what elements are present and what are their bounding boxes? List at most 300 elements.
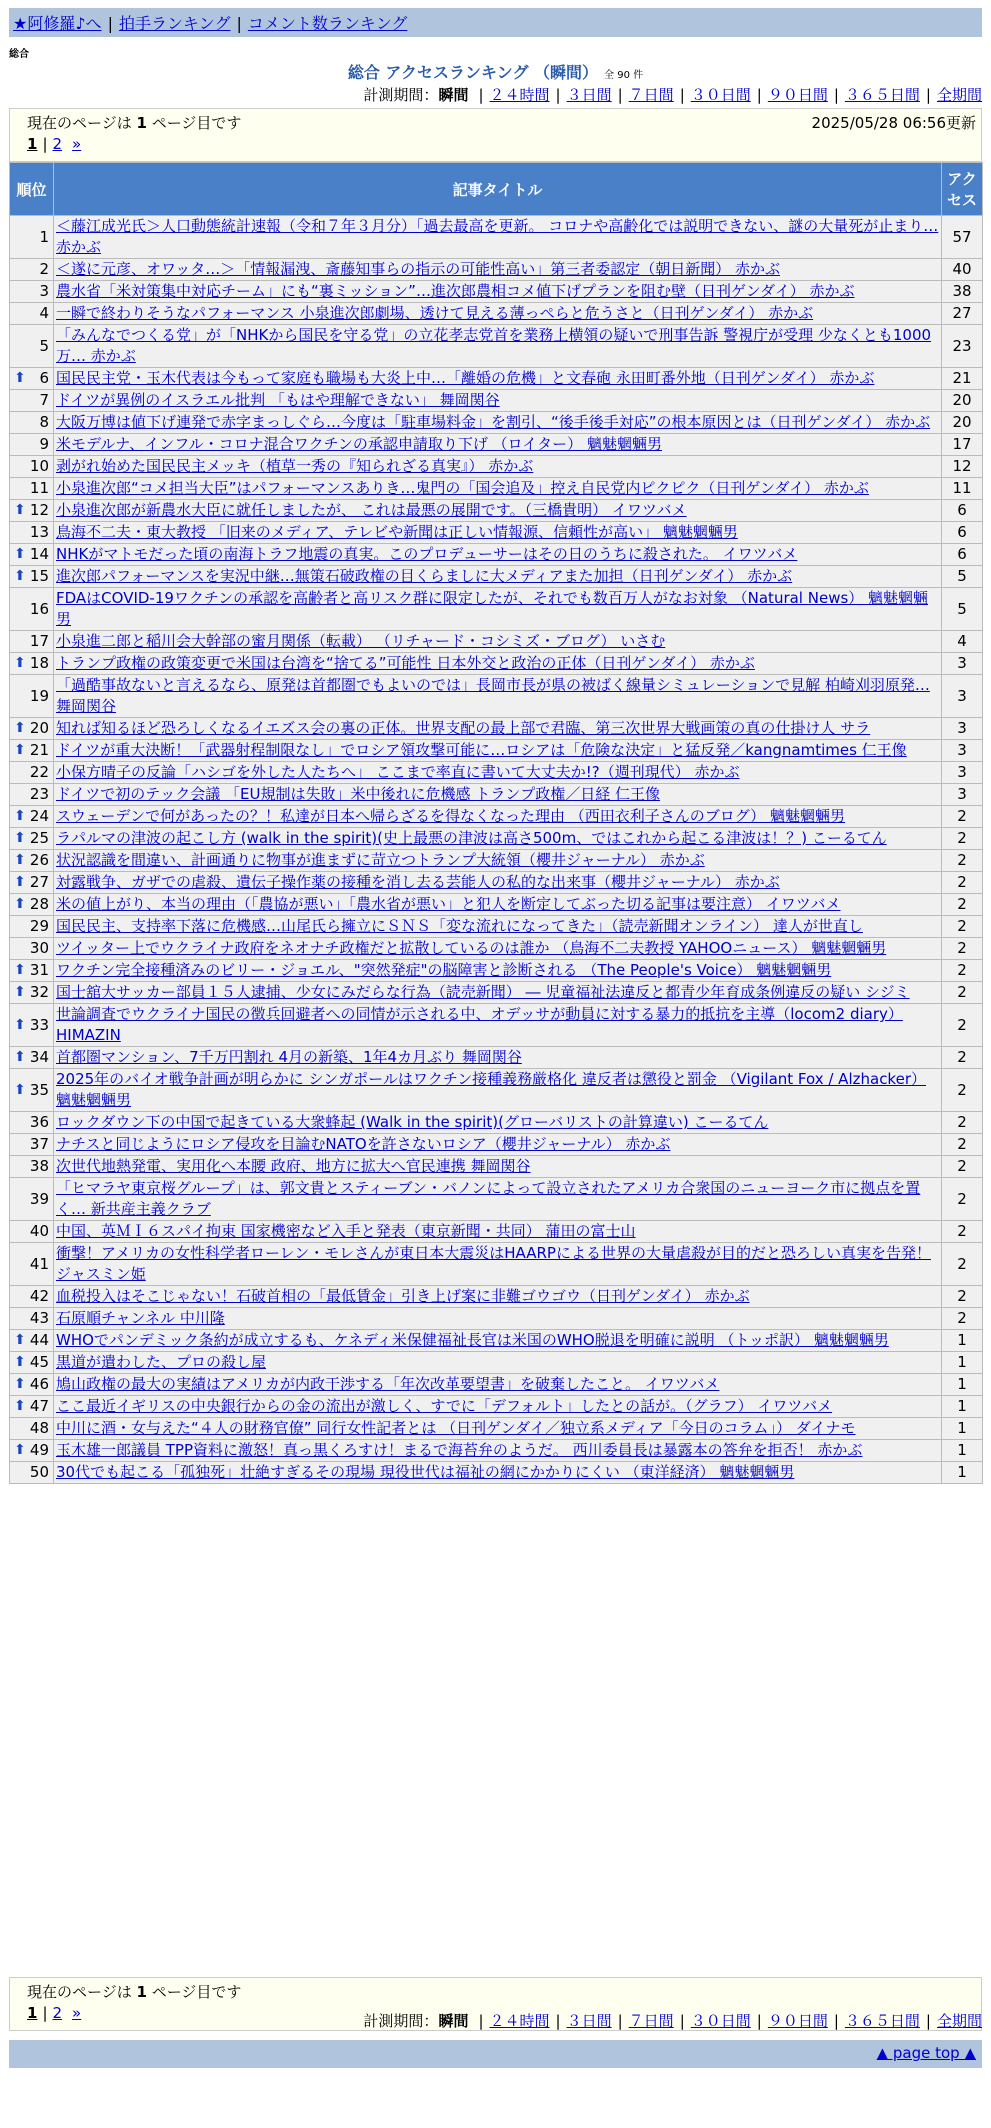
title-cell — [54, 675, 942, 718]
title-cell — [54, 544, 942, 566]
rank-up-arrow-icon: ⬆ — [14, 742, 26, 758]
separator: | — [107, 14, 113, 33]
article-link[interactable]: 首都圏マンション、7千万円割れ 4月の新築、1年4カ月ぶり 舞岡関谷 — [56, 1048, 522, 1066]
access-count: 2 — [942, 828, 983, 850]
access-count: 1 — [942, 1352, 983, 1374]
access-count: 2 — [942, 1134, 983, 1156]
access-count: 6 — [942, 544, 983, 566]
article-link[interactable]: 鳩山政権の最大の実績はアメリカが内政干渉する「年次改革要望書」を破棄したこと。 イワツバメ — [56, 1375, 720, 1393]
footer-bar — [9, 2040, 982, 2068]
rank-number: 44 — [29, 1331, 49, 1349]
access-count: 2 — [942, 1308, 983, 1330]
title-cell — [54, 653, 942, 675]
rank-cell — [10, 1374, 54, 1396]
period-30d-link[interactable]: ３０日間 — [690, 2012, 751, 2030]
access-count: 38 — [942, 281, 983, 303]
title-cell — [54, 566, 942, 588]
table-row — [10, 806, 983, 828]
article-link[interactable]: ＜藤江成光氏＞人口動態統計速報（令和７年３月分）「過去最高を更新。 コロナや高齢化では説明できない、謎の大量死が止まり… 赤かぶ — [56, 217, 939, 256]
rank-number: 28 — [29, 895, 49, 913]
table-row — [10, 675, 983, 718]
table-row — [10, 1069, 983, 1112]
table-row — [10, 281, 983, 303]
rank-cell — [10, 1221, 54, 1243]
article-link[interactable]: 小泉進次郎“コメ担当大臣”はパフォーマンスありき…鬼門の「国会追及」控え自民党内ピクピク（日刊ゲンダイ） 赤かぶ — [56, 479, 869, 497]
rank-cell — [10, 1352, 54, 1374]
rank-number: 36 — [29, 1113, 49, 1131]
title-cell — [54, 718, 942, 740]
period-365d-link[interactable]: ３６５日間 — [844, 86, 920, 104]
rank-cell — [10, 740, 54, 762]
title-cell — [54, 1286, 942, 1308]
rank-cell — [10, 1004, 54, 1047]
rank-cell — [10, 675, 54, 718]
article-link[interactable]: ラパルマの津波の起こし方 (walk in the spirit)(史上最悪の津波は高さ500m、ではこれから起こる津波は！？) こーるてん — [56, 829, 887, 847]
ranking-table — [9, 162, 983, 1484]
rank-up-arrow-icon: ⬆ — [14, 568, 26, 584]
rank-number: 11 — [29, 479, 49, 497]
access-count: 2 — [942, 938, 983, 960]
rank-number: 33 — [29, 1015, 49, 1034]
section-label: 総合 — [9, 49, 29, 60]
rank-up-arrow-icon: ⬆ — [14, 1442, 26, 1458]
top-navigation — [9, 8, 982, 37]
article-link[interactable]: 「みんなでつくる党」が「NHKから国民を守る党」の立花孝志党首を業務上横領の疑いで刑事告訴 警視庁が受理 少なくとも1000万… 赤かぶ — [56, 326, 932, 365]
rank-number: 47 — [29, 1397, 49, 1415]
rank-number: 8 — [39, 413, 49, 431]
table-row — [10, 1462, 983, 1484]
article-link[interactable]: 世論調査でウクライナ国民の徴兵回避者への同情が示される中、オデッサが動員に対する暴力的抵抗を主導（locom2 diary） HIMAZIN — [56, 1005, 903, 1044]
table-row — [10, 325, 983, 368]
rank-number: 27 — [29, 873, 49, 891]
rank-up-arrow-icon: ⬆ — [14, 808, 26, 824]
article-link[interactable]: 米モデルナ、インフル・コロナ混合ワクチンの承認申請取り下げ （ロイター） 魑魅魍魎男 — [56, 435, 662, 453]
rank-number: 34 — [29, 1048, 49, 1066]
rank-number: 10 — [29, 457, 49, 475]
pager-current: 1 — [27, 2004, 38, 2022]
title-cell — [54, 1134, 942, 1156]
rank-cell — [10, 1178, 54, 1221]
rank-cell — [10, 303, 54, 325]
table-row — [10, 1374, 983, 1396]
rank-number: 49 — [29, 1441, 49, 1459]
pager-next[interactable]: » — [72, 135, 82, 153]
article-link[interactable]: 石原順チャンネル 中川隆 — [56, 1309, 225, 1327]
rank-number: 13 — [29, 523, 49, 541]
rank-cell — [10, 1243, 54, 1286]
title-cell — [54, 522, 942, 544]
article-link[interactable]: 知れば知るほど恐ろしくなるイエズス会の裏の正体。世界支配の最上部で君臨、第三次世界大戦画策の真の仕掛け人 サラ — [56, 719, 871, 737]
table-row — [10, 916, 983, 938]
rank-cell — [10, 478, 54, 500]
article-link[interactable]: WHOでパンデミック条約が成立するも、ケネディ米保健福祉長官は米国のWHO脱退を明確に説明 （トッポ訳） 魑魅魍魎男 — [56, 1331, 889, 1349]
access-count: 2 — [942, 872, 983, 894]
rank-number: 39 — [29, 1189, 49, 1208]
pager-page-2[interactable]: 2 — [52, 135, 63, 153]
rank-number: 37 — [29, 1135, 49, 1153]
title-cell — [54, 412, 942, 434]
table-row — [10, 938, 983, 960]
rank-up-arrow-icon: ⬆ — [14, 720, 26, 736]
access-count: 6 — [942, 522, 983, 544]
article-link[interactable]: 国士舘大サッカー部員１５人逮捕、少女にみだらな行為（読売新聞） ― 児童福祉法違反と都青少年育成条例違反の疑い シジミ — [56, 983, 910, 1001]
table-row — [10, 718, 983, 740]
rank-number: 20 — [29, 719, 49, 737]
article-link[interactable]: ドイツが重大決断！「武器射程制限なし」でロシア領攻撃可能に…ロシアは「危険な決定」と猛反発／kangnamtimes 仁王像 — [56, 741, 907, 759]
rank-up-arrow-icon: ⬆ — [14, 502, 26, 518]
home-link[interactable]: ★阿修羅♪へ — [13, 14, 102, 33]
period-all-link[interactable]: 全期間 — [936, 2012, 982, 2030]
period-365d-link[interactable]: ３６５日間 — [844, 2012, 920, 2030]
title-cell — [54, 806, 942, 828]
title-cell — [54, 1112, 942, 1134]
article-link[interactable]: 血税投入はそこじゃない！石破首相の「最低賃金」引き上げ案に非難ゴウゴウ（日刊ゲンダイ） 赤かぶ — [56, 1287, 750, 1305]
current-page-text: 現在のページは 1 ページ目です — [27, 1983, 242, 2001]
pager-next[interactable]: » — [72, 2004, 82, 2022]
rank-up-arrow-icon: ⬆ — [14, 1332, 26, 1348]
article-link[interactable]: ロックダウン下の中国で起きている大衆蜂起 (Walk in the spirit)(グローバリストの計算違い) こーるてん — [56, 1113, 769, 1131]
article-link[interactable]: 中川に酒・女与えた“４人の財務官僚” 同行女性記者とは （日刊ゲンダイ／独立系メディア「今日のコラム」） ダイナモ — [56, 1419, 856, 1437]
article-link[interactable]: 剥がれ始めた国民民主メッキ（植草一秀の『知られざる真実』） 赤かぶ — [56, 457, 534, 475]
access-count: 1 — [942, 1462, 983, 1484]
article-link[interactable]: 進次郎パフォーマンスを実況中継…無策石破政権の目くらましに大メディアまた加担（日刊ゲンダイ） 赤かぶ — [56, 567, 793, 585]
article-link[interactable]: ドイツが異例のイスラエル批判 「もはや理解できない」 舞岡関谷 — [56, 391, 500, 409]
article-link[interactable]: 状況認識を間違い、計画通りに物事が進まずに苛立つトランプ大統領（櫻井ジャーナル） 赤かぶ — [56, 851, 705, 869]
rank-cell — [10, 631, 54, 653]
table-row — [10, 762, 983, 784]
article-link[interactable]: 米の値上がり、本当の理由（「農協が悪い」「農水省が悪い」と犯人を断定してぶった切る記事は要注意） イワツバメ — [56, 895, 841, 913]
title-cell — [54, 325, 942, 368]
title-cell — [54, 1352, 942, 1374]
access-count: 1 — [942, 1396, 983, 1418]
article-link[interactable]: 大阪万博は値下げ連発で赤字まっしぐら…今度は「駐車場料金」を割引、“後手後手対応”の根本原因とは（日刊ゲンダイ） 赤かぶ — [56, 413, 931, 431]
title-cell — [54, 762, 942, 784]
table-row — [10, 894, 983, 916]
title-cell — [54, 368, 942, 390]
table-row — [10, 434, 983, 456]
rank-cell — [10, 1440, 54, 1462]
access-count: 2 — [942, 960, 983, 982]
article-link[interactable]: ドイツで初のテック会議 「EU規制は失敗」米中後れに危機感 トランプ政権／日経 仁王像 — [56, 785, 661, 803]
access-count: 40 — [942, 259, 983, 281]
rank-number: 29 — [29, 917, 49, 935]
rank-cell — [10, 325, 54, 368]
table-header — [10, 163, 983, 216]
title-cell — [54, 1330, 942, 1352]
article-link[interactable]: 小泉進二郎と稲川会大幹部の蜜月関係（転載） （リチャード・コシミズ・ブログ） いさむ — [56, 632, 666, 650]
rank-cell — [10, 894, 54, 916]
rank-up-arrow-icon: ⬆ — [14, 1049, 26, 1065]
pager-current: 1 — [27, 135, 38, 153]
access-count: 57 — [942, 216, 983, 259]
title-cell — [54, 894, 942, 916]
rank-number: 5 — [39, 336, 49, 355]
rank-number: 43 — [29, 1309, 49, 1327]
article-link[interactable]: 2025年のバイオ戦争計画が明らかに シンガポールはワクチン接種義務厳格化 違反者は懲役と罰金 （Vigilant Fox / Alzhacker） 魑魅魍魎男 — [56, 1070, 926, 1109]
period-7d-link[interactable]: ７日間 — [628, 2012, 674, 2030]
table-row — [10, 1004, 983, 1047]
access-count: 12 — [942, 456, 983, 478]
period-24h-link[interactable]: ２４時間 — [489, 86, 550, 104]
article-link[interactable]: トランプ政権の政策変更で米国は台湾を“捨てる”可能性 日本外交と政治の正体（日刊ゲンダイ） 赤かぶ — [56, 654, 755, 672]
article-link[interactable]: 「ヒマラヤ東京桜グループ」は、郭文貴とスティーブン・バノンによって設立されたアメリカ合衆国のニューヨーク市に拠点を置く… 新共産主義クラブ — [56, 1179, 921, 1218]
period-90d-link[interactable]: ９０日間 — [767, 2012, 828, 2030]
rank-number: 15 — [29, 567, 49, 585]
period-current: 瞬間 — [438, 86, 469, 104]
rank-number: 6 — [39, 369, 49, 387]
rank-number: 23 — [29, 785, 49, 803]
article-link[interactable]: 鳥海不二夫・東大教授 「旧来のメディア、テレビや新聞は正しい情報源、信頼性が高い」 魑魅魍魎男 — [56, 523, 738, 541]
table-row — [10, 1112, 983, 1134]
title-cell — [54, 938, 942, 960]
table-row — [10, 522, 983, 544]
period-7d-link[interactable]: ７日間 — [628, 86, 674, 104]
title-cell — [54, 303, 942, 325]
rank-cell — [10, 522, 54, 544]
access-header: アクセス — [942, 163, 983, 216]
page-top-link[interactable]: ▲ page top ▲ — [876, 2044, 976, 2062]
article-link[interactable]: NHKがマトモだった頃の南海トラフ地震の真実。このプロデューサーはその日のうちに殺された。 イワツバメ — [56, 545, 798, 563]
rank-up-arrow-icon: ⬆ — [14, 830, 26, 846]
access-count: 20 — [942, 412, 983, 434]
title-cell — [54, 456, 942, 478]
period-24h-link[interactable]: ２４時間 — [489, 2012, 550, 2030]
title-cell — [54, 872, 942, 894]
rank-cell — [10, 828, 54, 850]
page-info-top — [9, 108, 982, 162]
rank-number: 17 — [29, 632, 49, 650]
rank-cell — [10, 806, 54, 828]
access-count: 3 — [942, 718, 983, 740]
title-cell — [54, 784, 942, 806]
access-count: 2 — [942, 1178, 983, 1221]
article-link[interactable]: 小保方晴子の反論「ハシゴを外した人たちへ」 ここまで率直に書いて大丈夫か!?（週刊現代） 赤かぶ — [56, 763, 740, 781]
article-link[interactable]: 国民民主党・玉木代表は今もって家庭も職場も大炎上中…「離婚の危機」と文春砲 永田町番外地（日刊ゲンダイ） 赤かぶ — [56, 369, 875, 387]
table-row — [10, 872, 983, 894]
rank-cell — [10, 1047, 54, 1069]
table-row — [10, 1396, 983, 1418]
access-count: 2 — [942, 806, 983, 828]
comment-ranking-link[interactable]: コメント数ランキング — [247, 14, 408, 33]
applause-ranking-link[interactable]: 拍手ランキング — [118, 14, 231, 33]
period-all-link[interactable]: 全期間 — [936, 86, 982, 104]
rank-cell — [10, 1418, 54, 1440]
table-row — [10, 1243, 983, 1286]
table-row — [10, 259, 983, 281]
article-link[interactable]: 農水省「米対策集中対応チーム」にも“裏ミッション”…進次郎農相コメ値下げプランを阻む壁（日刊ゲンダイ） 赤かぶ — [56, 282, 855, 300]
title-cell — [54, 1069, 942, 1112]
rank-cell — [10, 216, 54, 259]
current-page-text: 現在のページは 1 ページ目です — [27, 114, 242, 132]
rank-cell — [10, 412, 54, 434]
rank-cell — [10, 718, 54, 740]
rank-cell — [10, 588, 54, 631]
rank-cell — [10, 982, 54, 1004]
title-cell — [54, 500, 942, 522]
table-row — [10, 740, 983, 762]
table-row — [10, 1352, 983, 1374]
rank-number: 31 — [29, 961, 49, 979]
table-row — [10, 544, 983, 566]
rank-cell — [10, 762, 54, 784]
period-30d-link[interactable]: ３０日間 — [690, 86, 751, 104]
access-count: 3 — [942, 675, 983, 718]
updated-timestamp: 2025/05/28 06:56更新 — [811, 114, 976, 132]
article-link[interactable]: 30代でも起こる「孤独死」壮絶すぎるその現場 現役世代は福祉の網にかかりにくい （東洋経済） 魑魅魍魎男 — [56, 1463, 795, 1481]
article-link[interactable]: 玉木雄一郎議員 TPP資料に激怒！真っ黒くろすけ！まるで海苔弁のようだ。 西川委員長は暴露本の答弁を拒否！ 赤かぶ — [56, 1441, 863, 1459]
article-link[interactable]: FDAはCOVID-19ワクチンの承認を高齢者と高リスク群に限定したが、それでも数百万人がなお対象 （Natural News） 魑魅魍魎男 — [56, 589, 929, 628]
rank-cell — [10, 390, 54, 412]
title-cell — [54, 1004, 942, 1047]
article-link[interactable]: 小泉進次郎が新農水大臣に就任しましたが、 これは最悪の展開です。（三橋貴明） イワツバメ — [56, 501, 687, 519]
title-cell — [54, 434, 942, 456]
rank-cell — [10, 850, 54, 872]
access-count: 2 — [942, 1047, 983, 1069]
rank-cell — [10, 1134, 54, 1156]
access-count: 27 — [942, 303, 983, 325]
rank-cell — [10, 1112, 54, 1134]
table-row — [10, 1308, 983, 1330]
rank-cell — [10, 653, 54, 675]
rank-number: 26 — [29, 851, 49, 869]
table-row — [10, 588, 983, 631]
article-link[interactable]: ツイッター上でウクライナ政府をネオナチ政権だと拡散しているのは誰か （鳥海不二夫教授 YAHOOニュース） 魑魅魍魎男 — [56, 939, 887, 957]
access-count: 6 — [942, 500, 983, 522]
article-link[interactable]: 対露戦争、ガザでの虐殺、遺伝子操作薬の接種を消し去る芸能人の私的な出来事（櫻井ジャーナル） 赤かぶ — [56, 873, 780, 891]
article-link[interactable]: 衝撃！アメリカの女性科学者ローレン・モレさんが東日本大震災はHAARPによる世界の大量虐殺が目的だと恐ろしい真実を告発！ ジャスミン姫 — [56, 1244, 931, 1283]
title-cell — [54, 1396, 942, 1418]
title-cell — [54, 828, 942, 850]
table-row — [10, 456, 983, 478]
rank-number: 12 — [29, 501, 49, 519]
rank-cell — [10, 566, 54, 588]
period-3d-link[interactable]: ３日間 — [566, 86, 612, 104]
access-count: 2 — [942, 1069, 983, 1112]
access-count: 2 — [942, 916, 983, 938]
rank-number: 30 — [29, 939, 49, 957]
table-row — [10, 1178, 983, 1221]
title-cell — [54, 588, 942, 631]
rank-number: 35 — [29, 1080, 49, 1099]
access-count: 2 — [942, 982, 983, 1004]
item-count: 全 90 件 — [604, 70, 644, 81]
article-link[interactable]: スウェーデンで何があったの？！私達が日本へ帰らざるを得なくなった理由 （西田衣利子さんのブログ） 魑魅魍魎男 — [56, 807, 845, 825]
table-row — [10, 368, 983, 390]
pager: 1 | 2 » — [27, 135, 82, 153]
rank-number: 18 — [29, 654, 49, 672]
article-link[interactable]: ＜遂に元彦、オワッタ…＞「情報漏洩、斎藤知事らの指示の可能性高い」第三者委認定（朝日新聞） 赤かぶ — [56, 260, 781, 278]
access-count: 3 — [942, 762, 983, 784]
article-link[interactable]: 次世代地熱発電、実用化へ本腰 政府、地方に拡大へ官民連携 舞岡関谷 — [56, 1157, 531, 1175]
article-link[interactable]: 「過酷事故ないと言えるなら、原発は首都圏でもよいのでは」長岡市長が県の被ばく線量シミュレーションで見解 柏崎刈羽原発… 舞岡関谷 — [56, 676, 930, 715]
rank-up-arrow-icon: ⬆ — [14, 962, 26, 978]
period-label: 計測期間： — [363, 2012, 439, 2030]
table-row — [10, 478, 983, 500]
article-link[interactable]: 中国、英ＭＩ６スパイ拘束 国家機密など入手と発表（東京新聞・共同） 蒲田の富士山 — [56, 1222, 636, 1240]
rank-number: 21 — [29, 741, 49, 759]
access-count: 4 — [942, 631, 983, 653]
rank-cell — [10, 938, 54, 960]
page-title-text: 総合 アクセスランキング （瞬間） — [347, 63, 599, 82]
title-cell — [54, 740, 942, 762]
access-count: 3 — [942, 740, 983, 762]
access-count: 20 — [942, 390, 983, 412]
title-cell — [54, 631, 942, 653]
pager-page-2[interactable]: 2 — [52, 2004, 63, 2022]
rank-number: 24 — [29, 807, 49, 825]
title-cell — [54, 1221, 942, 1243]
table-row — [10, 653, 983, 675]
rank-number: 7 — [39, 391, 49, 409]
rank-cell — [10, 872, 54, 894]
rank-up-arrow-icon: ⬆ — [14, 1081, 26, 1098]
access-count: 11 — [942, 478, 983, 500]
rank-up-arrow-icon: ⬆ — [14, 655, 26, 671]
rank-number: 1 — [39, 227, 49, 246]
rank-cell — [10, 1069, 54, 1112]
article-link[interactable]: ナチスと同じようにロシア侵攻を目論むNATOを許さないロシア（櫻井ジャーナル） 赤かぶ — [56, 1135, 671, 1153]
title-cell — [54, 1440, 942, 1462]
title-cell — [54, 259, 942, 281]
rank-cell — [10, 1330, 54, 1352]
access-count: 1 — [942, 1374, 983, 1396]
article-link[interactable]: ワクチン完全接種済みのビリー・ジョエル、"突然発症"の脳障害と診断される （The People's Voice） 魑魅魍魎男 — [56, 961, 832, 979]
rank-number: 2 — [39, 260, 49, 278]
rank-up-arrow-icon: ⬆ — [14, 546, 26, 562]
article-link[interactable]: 国民民主、支持率下落に危機感…山尾氏ら擁立にＳＮＳ「変な流れになってきた」（読売新聞オンライン） 達人が世直し — [56, 917, 863, 935]
table-row — [10, 960, 983, 982]
separator: | — [236, 14, 242, 33]
article-link[interactable]: 黒道が遣わした、プロの殺し屋 — [56, 1353, 267, 1371]
table-row — [10, 982, 983, 1004]
table-row — [10, 500, 983, 522]
article-link[interactable]: 一瞬で終わりそうなパフォーマンス 小泉進次郎劇場、透けて見える薄っぺらと危うさと（日刊ゲンダイ） 赤かぶ — [56, 304, 814, 322]
title-cell — [54, 916, 942, 938]
table-row — [10, 631, 983, 653]
rank-cell — [10, 368, 54, 390]
table-row — [10, 216, 983, 259]
rank-number: 32 — [29, 983, 49, 1001]
title-cell — [54, 1178, 942, 1221]
period-90d-link[interactable]: ９０日間 — [767, 86, 828, 104]
table-row — [10, 828, 983, 850]
period-selector-bottom: 計測期間：瞬間 | ２４時間 | ３日間 | ７日間 | ３０日間 | ９０日間 | ３６５日間 | 全期間 — [363, 2012, 982, 2030]
rank-up-arrow-icon: ⬆ — [14, 852, 26, 868]
period-current: 瞬間 — [438, 2012, 469, 2030]
title-cell — [54, 390, 942, 412]
table-row — [10, 850, 983, 872]
access-count: 1 — [942, 1440, 983, 1462]
rank-number: 48 — [29, 1419, 49, 1437]
table-row — [10, 1286, 983, 1308]
rank-up-arrow-icon: ⬆ — [14, 896, 26, 912]
rank-cell — [10, 544, 54, 566]
rank-number: 46 — [29, 1375, 49, 1393]
rank-number: 50 — [29, 1463, 49, 1481]
access-count: 21 — [942, 368, 983, 390]
rank-cell — [10, 960, 54, 982]
title-cell — [54, 1047, 942, 1069]
period-3d-link[interactable]: ３日間 — [566, 2012, 612, 2030]
access-count: 17 — [942, 434, 983, 456]
access-count: 3 — [942, 784, 983, 806]
access-count: 2 — [942, 1243, 983, 1286]
rank-up-arrow-icon: ⬆ — [14, 1376, 26, 1392]
access-count: 2 — [942, 1156, 983, 1178]
article-link[interactable]: ここ最近イギリスの中央銀行からの金の流出が激しく、すでに「デフォルト」したとの話が。（グラフ） イワツバメ — [56, 1397, 833, 1415]
title-cell — [54, 982, 942, 1004]
title-cell — [54, 1243, 942, 1286]
